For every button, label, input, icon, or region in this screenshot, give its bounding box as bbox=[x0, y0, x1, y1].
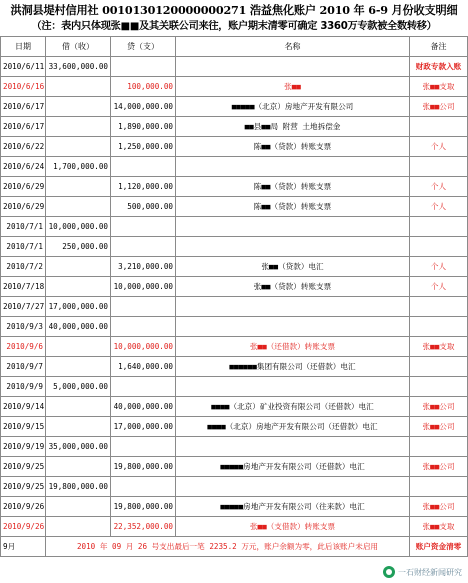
cell-date: 2010/7/1 bbox=[1, 217, 46, 237]
header-name: 名称 bbox=[176, 37, 410, 57]
cell-credit bbox=[111, 237, 176, 257]
cell-name: 陈■■（贷款）转账支票 bbox=[176, 197, 410, 217]
cell-note: 个人 bbox=[410, 277, 468, 297]
table-row bbox=[1, 337, 468, 357]
cell-credit bbox=[111, 297, 176, 317]
cell-note bbox=[410, 317, 468, 337]
cell-credit: 100,000.00 bbox=[111, 77, 176, 97]
cell-date: 2010/7/2 bbox=[1, 257, 46, 277]
cell-name: 张■■（还借款）转账支票 bbox=[176, 337, 410, 357]
cell-credit: 3,210,000.00 bbox=[111, 257, 176, 277]
cell-date: 2010/9/25 bbox=[1, 477, 46, 497]
cell-note bbox=[410, 377, 468, 397]
wechat-icon bbox=[383, 566, 395, 578]
cell-date: 2010/6/29 bbox=[1, 177, 46, 197]
header-date: 日期 bbox=[1, 37, 46, 57]
cell-credit: 1,640,000.00 bbox=[111, 357, 176, 377]
cell-date: 2010/9/7 bbox=[1, 357, 46, 377]
cell-note: 张■■公司 bbox=[410, 397, 468, 417]
table-row bbox=[1, 417, 468, 437]
cell-name: ■■■■■房地产开发有限公司（往来款）电汇 bbox=[176, 497, 410, 517]
cell-note: 个人 bbox=[410, 177, 468, 197]
cell-note bbox=[410, 297, 468, 317]
cell-note: 个人 bbox=[410, 257, 468, 277]
table-row bbox=[1, 137, 468, 157]
cell-name bbox=[176, 317, 410, 337]
cell-date: 2010/6/16 bbox=[1, 77, 46, 97]
watermark bbox=[381, 565, 464, 579]
cell-credit: 40,000,000.00 bbox=[111, 397, 176, 417]
cell-credit bbox=[111, 437, 176, 457]
cell-credit bbox=[111, 157, 176, 177]
cell-note: 张■■公司 bbox=[410, 457, 468, 477]
cell-debit bbox=[46, 117, 111, 137]
table-row bbox=[1, 237, 468, 257]
cell-credit: 22,352,000.00 bbox=[111, 517, 176, 537]
cell-credit: 1,120,000.00 bbox=[111, 177, 176, 197]
cell-debit: 33,600,000.00 bbox=[46, 57, 111, 77]
cell-debit: 40,000,000.00 bbox=[46, 317, 111, 337]
cell-debit: 1,700,000.00 bbox=[46, 157, 111, 177]
cell-debit bbox=[46, 277, 111, 297]
cell-note bbox=[410, 477, 468, 497]
cell-name: ■■■■■（北京）房地产开发有限公司 bbox=[176, 97, 410, 117]
table-row bbox=[1, 157, 468, 177]
cell-credit: 1,250,000.00 bbox=[111, 137, 176, 157]
footer-note: 账户资金清零 bbox=[410, 537, 468, 557]
cell-name: ■■■■■房地产开发有限公司（还借款）电汇 bbox=[176, 457, 410, 477]
cell-debit bbox=[46, 457, 111, 477]
cell-date: 2010/9/3 bbox=[1, 317, 46, 337]
cell-name: 张■■（贷款）电汇 bbox=[176, 257, 410, 277]
cell-note bbox=[410, 117, 468, 137]
cell-debit bbox=[46, 497, 111, 517]
table-row bbox=[1, 97, 468, 117]
cell-credit: 500,000.00 bbox=[111, 197, 176, 217]
cell-debit bbox=[46, 97, 111, 117]
table-row bbox=[1, 357, 468, 377]
table-row bbox=[1, 277, 468, 297]
cell-date: 2010/6/24 bbox=[1, 157, 46, 177]
footer-row bbox=[1, 537, 468, 557]
cell-date: 2010/9/6 bbox=[1, 337, 46, 357]
cell-debit bbox=[46, 177, 111, 197]
cell-debit: 5,000,000.00 bbox=[46, 377, 111, 397]
cell-note: 张■■支取 bbox=[410, 337, 468, 357]
cell-name: 张■■（贷款）转账支票 bbox=[176, 277, 410, 297]
cell-name bbox=[176, 157, 410, 177]
cell-note: 张■■支取 bbox=[410, 517, 468, 537]
table-row bbox=[1, 497, 468, 517]
table-body bbox=[1, 57, 468, 537]
cell-debit bbox=[46, 517, 111, 537]
document-title: 洪洞县堤村信用社 0010130120000000271 浩益焦化账户 2010 年 6-9 月份收支明细 bbox=[10, 3, 458, 17]
cell-note bbox=[410, 437, 468, 457]
cell-note bbox=[410, 157, 468, 177]
cell-name: 张■■（支借款）转账支票 bbox=[176, 517, 410, 537]
cell-credit bbox=[111, 477, 176, 497]
table-row bbox=[1, 177, 468, 197]
cell-date: 2010/7/18 bbox=[1, 277, 46, 297]
cell-debit bbox=[46, 337, 111, 357]
footer-date: 9月 bbox=[1, 537, 46, 557]
cell-credit bbox=[111, 217, 176, 237]
cell-name: ■■■■（北京）房地产开发有限公司（还借款）电汇 bbox=[176, 417, 410, 437]
cell-note bbox=[410, 357, 468, 377]
cell-debit: 19,800,000.00 bbox=[46, 477, 111, 497]
table-row bbox=[1, 457, 468, 477]
cell-date: 2010/6/29 bbox=[1, 197, 46, 217]
cell-note: 张■■公司 bbox=[410, 97, 468, 117]
cell-note: 张■■公司 bbox=[410, 497, 468, 517]
cell-name bbox=[176, 437, 410, 457]
cell-debit bbox=[46, 357, 111, 377]
table-header-row bbox=[1, 37, 468, 57]
cell-debit bbox=[46, 257, 111, 277]
cell-name bbox=[176, 297, 410, 317]
cell-credit: 10,000,000.00 bbox=[111, 337, 176, 357]
cell-note bbox=[410, 237, 468, 257]
cell-credit bbox=[111, 377, 176, 397]
cell-name: ■■县■■局 附营 土地拆偿金 bbox=[176, 117, 410, 137]
table-row bbox=[1, 437, 468, 457]
table-row bbox=[1, 197, 468, 217]
cell-name: 陈■■（贷款）转账支票 bbox=[176, 137, 410, 157]
table-row bbox=[1, 257, 468, 277]
cell-date: 2010/7/1 bbox=[1, 237, 46, 257]
cell-debit bbox=[46, 397, 111, 417]
cell-credit: 1,890,000.00 bbox=[111, 117, 176, 137]
cell-credit: 10,000,000.00 bbox=[111, 277, 176, 297]
cell-note: 个人 bbox=[410, 197, 468, 217]
cell-date: 2010/9/25 bbox=[1, 457, 46, 477]
cell-credit: 19,800,000.00 bbox=[111, 457, 176, 477]
cell-credit: 19,800,000.00 bbox=[111, 497, 176, 517]
cell-credit: 14,000,000.00 bbox=[111, 97, 176, 117]
cell-date: 2010/6/22 bbox=[1, 137, 46, 157]
cell-date: 2010/9/14 bbox=[1, 397, 46, 417]
document-subtitle: （注：表内只体现张■■及其关联公司来往，账户期末清零可确定 3360万专款被全数转移） bbox=[31, 21, 437, 32]
cell-note: 财政专款入账 bbox=[410, 57, 468, 77]
cell-name bbox=[176, 377, 410, 397]
cell-name bbox=[176, 57, 410, 77]
cell-debit: 250,000.00 bbox=[46, 237, 111, 257]
table-row bbox=[1, 77, 468, 97]
cell-name: ■■■■（北京）矿业投资有限公司（还借款）电汇 bbox=[176, 397, 410, 417]
cell-date: 2010/9/15 bbox=[1, 417, 46, 437]
header-note: 备注 bbox=[410, 37, 468, 57]
cell-date: 2010/9/19 bbox=[1, 437, 46, 457]
cell-name bbox=[176, 217, 410, 237]
cell-note: 张■■支取 bbox=[410, 77, 468, 97]
cell-note: 个人 bbox=[410, 137, 468, 157]
cell-date: 2010/7/27 bbox=[1, 297, 46, 317]
table-row bbox=[1, 57, 468, 77]
ledger-table bbox=[0, 36, 468, 557]
table-row bbox=[1, 117, 468, 137]
cell-date: 2010/6/17 bbox=[1, 97, 46, 117]
cell-name bbox=[176, 237, 410, 257]
cell-debit: 35,000,000.00 bbox=[46, 437, 111, 457]
header-debit: 借（收） bbox=[46, 37, 111, 57]
cell-name bbox=[176, 477, 410, 497]
header-credit: 贷（支） bbox=[111, 37, 176, 57]
cell-credit bbox=[111, 57, 176, 77]
cell-name: 张■■ bbox=[176, 77, 410, 97]
cell-debit bbox=[46, 417, 111, 437]
cell-date: 2010/9/26 bbox=[1, 517, 46, 537]
cell-debit: 17,000,000.00 bbox=[46, 297, 111, 317]
cell-debit: 10,000,000.00 bbox=[46, 217, 111, 237]
table-row bbox=[1, 377, 468, 397]
footer-text: 2010 年 09 月 26 号支出最后一笔 2235.2 万元，账户余额为零，此后该账户未启用 bbox=[46, 537, 410, 557]
cell-credit: 17,000,000.00 bbox=[111, 417, 176, 437]
cell-date: 2010/9/26 bbox=[1, 497, 46, 517]
cell-date: 2010/6/17 bbox=[1, 117, 46, 137]
cell-debit bbox=[46, 197, 111, 217]
cell-debit bbox=[46, 137, 111, 157]
cell-credit bbox=[111, 317, 176, 337]
cell-name: ■■■■■■集团有限公司（还借款）电汇 bbox=[176, 357, 410, 377]
table-row bbox=[1, 477, 468, 497]
cell-debit bbox=[46, 77, 111, 97]
cell-note bbox=[410, 217, 468, 237]
cell-date: 2010/6/11 bbox=[1, 57, 46, 77]
table-row bbox=[1, 397, 468, 417]
cell-note: 张■■公司 bbox=[410, 417, 468, 437]
table-row bbox=[1, 317, 468, 337]
watermark-text: 一石财经新闻研究 bbox=[398, 567, 462, 577]
table-row bbox=[1, 217, 468, 237]
table-row bbox=[1, 517, 468, 537]
cell-date: 2010/9/9 bbox=[1, 377, 46, 397]
cell-name: 陈■■（贷款）转账支票 bbox=[176, 177, 410, 197]
table-row bbox=[1, 297, 468, 317]
